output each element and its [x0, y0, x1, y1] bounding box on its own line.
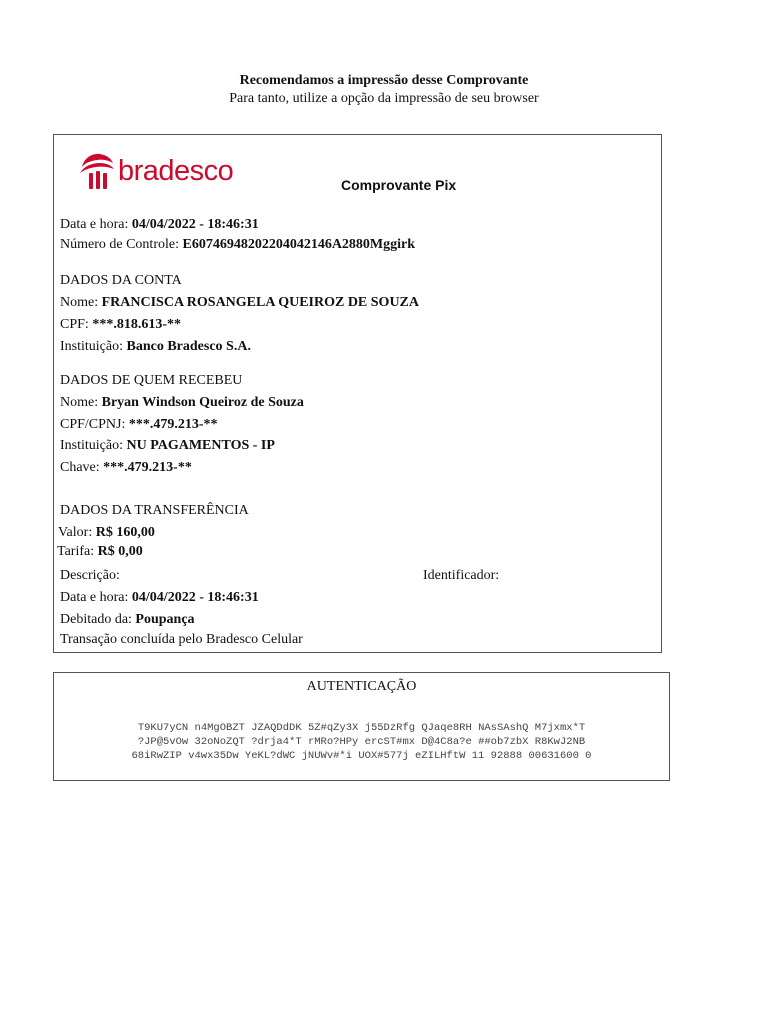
pix-receipt — [53, 134, 662, 653]
authentication-title: AUTENTICAÇÃO — [306, 679, 417, 694]
authentication-line: ?JP@5vOw 32oNoZQT ?drja4*T rMRo?HPy ercST#mx D@4C8a?e ##ob7zbX R8KwJ2NB — [137, 736, 586, 748]
transfer-completed-note: Transação concluída pelo Bradesco Celular — [60, 632, 303, 647]
recipient-name: Nome: Bryan Windson Queiroz de Souza — [60, 395, 304, 410]
recipient-heading: DADOS DE QUEM RECEBEU — [60, 373, 243, 388]
recipient-pix-key: Chave: ***.479.213-** — [60, 460, 192, 475]
transfer-fee: Tarifa: R$ 0,00 — [57, 544, 143, 559]
authentication-box — [53, 672, 670, 781]
bradesco-logo — [78, 151, 233, 191]
print-note-subtitle: Para tanto, utilize a opção da impressão de seu browser — [229, 91, 539, 106]
receipt-title: Comprovante Pix — [341, 177, 457, 193]
bradesco-tree-icon — [78, 151, 116, 191]
header-datetime: Data e hora: 04/04/2022 - 18:46:31 — [60, 217, 259, 232]
authentication-code — [54, 721, 669, 763]
authentication-line: T9KU7yCN n4MgOBZT JZAQDdDK 5Z#qZy3X j55DzRfg QJaqe8RH NAsSAshQ M7jxmx*T — [137, 722, 586, 734]
recipient-institution: Instituição: NU PAGAMENTOS - IP — [60, 438, 275, 453]
transfer-description-label: Descrição: — [60, 568, 120, 583]
transfer-amount: Valor: R$ 160,00 — [58, 525, 155, 540]
transfer-datetime: Data e hora: 04/04/2022 - 18:46:31 — [60, 590, 259, 605]
transfer-debited-from: Debitado da: Poupança — [60, 612, 195, 627]
control-number: Número de Controle: E60746948202204042146A2880Mggirk — [60, 237, 416, 252]
authentication-line: 68iRwZIP v4wx35Dw YeKL?dWC jNUWv#*i UOX#577j eZILHftW 11 92888 00631600 0 — [131, 750, 592, 762]
transfer-heading: DADOS DA TRANSFERÊNCIA — [60, 503, 249, 518]
account-cpf: CPF: ***.818.613-** — [60, 317, 181, 332]
logo-wordmark: bradesco — [118, 155, 234, 187]
account-name: Nome: FRANCISCA ROSANGELA QUEIROZ DE SOUZA — [60, 295, 420, 310]
account-heading: DADOS DA CONTA — [60, 273, 182, 288]
account-institution: Instituição: Banco Bradesco S.A. — [60, 339, 251, 354]
transfer-identifier-label: Identificador: — [423, 568, 500, 583]
print-note-title: Recomendamos a impressão desse Comprovante — [239, 73, 529, 88]
recipient-document: CPF/CPNJ: ***.479.213-** — [60, 417, 218, 432]
print-instructions — [0, 72, 768, 108]
